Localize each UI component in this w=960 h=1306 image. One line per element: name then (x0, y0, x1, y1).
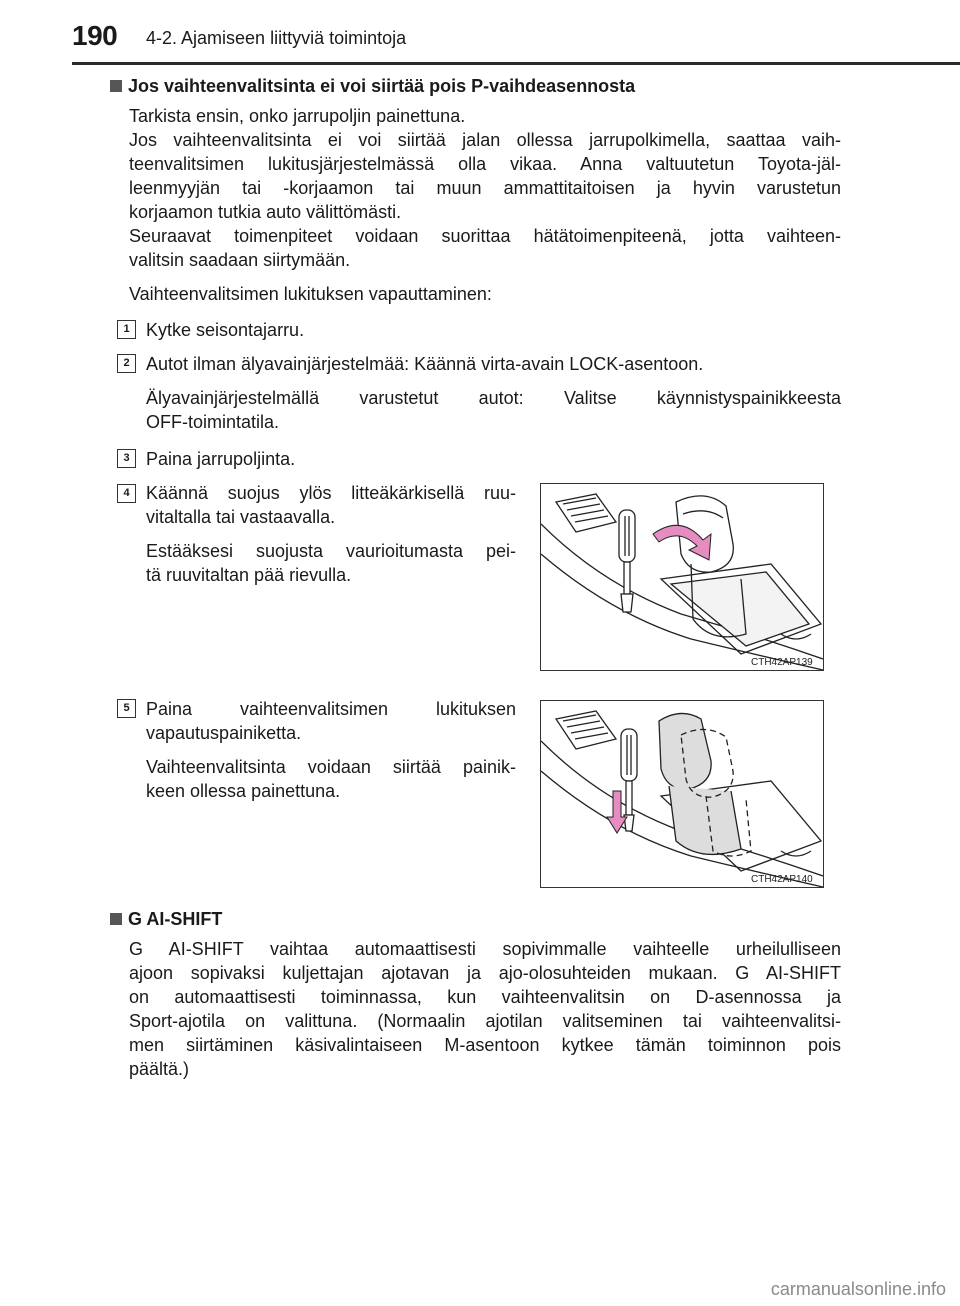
step-5-text (146, 697, 516, 745)
section-heading-ai-shift (110, 907, 222, 931)
text-line: valitsin saadaan siirtymään. (129, 250, 351, 270)
section-heading-p-shift (110, 74, 635, 98)
text-line: men siirtäminen käsivalintaiseen M-asentoon kytkee tämän toiminnon pois (129, 1035, 841, 1055)
figure-release-button (540, 700, 824, 888)
text-line: vitaltalla tai vastaavalla. (146, 507, 336, 527)
step-number-3: 3 (117, 449, 136, 468)
square-bullet-icon (110, 913, 122, 925)
step-2-text: Autot ilman älyavainjärjestelmää: Käännä virta-avain LOCK-asentoon. (146, 354, 704, 374)
text-line: Seuraavat toimenpiteet voidaan suorittaa hätätoimenpiteenä, jotta vaihteen- (129, 226, 841, 246)
step-number-1: 1 (117, 320, 136, 339)
screwdriver-icon (619, 510, 635, 612)
figure-code: CTH42AP139 (751, 657, 813, 668)
figure-shift-cover (540, 483, 824, 671)
text-line: tä ruuvitaltan pää rievulla. (146, 565, 352, 585)
chapter-title: 4-2. Ajamiseen liittyviä toimintoja (146, 28, 407, 48)
shift-release-illustration (541, 701, 823, 887)
text-line: Paina vaihteenvalitsimen lukituksen (146, 699, 516, 719)
screwdriver-icon (621, 729, 637, 831)
page-number: 190 (72, 20, 118, 51)
text-line: päältä.) (129, 1059, 190, 1079)
text-line: keen ollessa painettuna. (146, 781, 341, 801)
step-4-note (146, 539, 516, 587)
text-line: G AI-SHIFT vaihtaa automaattisesti sopivimmalle vaihteelle urheilulliseen (129, 939, 841, 959)
text-line: korjaamon tutkia auto välittömästi. (129, 202, 402, 222)
paragraph-intro: Vaihteenvalitsimen lukituksen vapauttaminen: (129, 284, 492, 304)
text-line: Vaihteenvalitsinta voidaan siirtää painik- (146, 757, 516, 777)
push-arrow-icon (607, 791, 627, 833)
square-bullet-icon (110, 80, 122, 92)
step-3-text: Paina jarrupoljinta. (146, 449, 296, 469)
watermark: carmanualsonline.info (770, 1279, 946, 1299)
step-number-4: 4 (117, 484, 136, 503)
step-4-text (146, 481, 516, 529)
text-line: Estääksesi suojusta vaurioitumasta pei- (146, 541, 516, 561)
header-rule (72, 62, 960, 65)
step-5-note (146, 755, 516, 803)
step-number-2: 2 (117, 354, 136, 373)
text-line: on automaattisesti toiminnassa, kun vaihteenvalitsin on D-asennossa ja (129, 987, 841, 1007)
text-line: ajoon sopivaksi kuljettajan ajotavan ja ajo-olosuhteiden mukaan. G AI-SHIFT (129, 963, 841, 983)
step-1-text: Kytke seisontajarru. (146, 320, 305, 340)
shift-lever-illustration (541, 484, 823, 670)
figure-code: CTH42AP140 (751, 874, 813, 885)
paragraph-emergency (129, 224, 841, 272)
step-number-5: 5 (117, 699, 136, 718)
text-line: Jos vaihteenvalitsinta ei voi siirtää jalan ollessa jarrupolkimella, saattaa vaih- (129, 130, 841, 150)
text-line: Älyavainjärjestelmällä varustetut autot: Valitse käynnistyspainikkeesta (146, 388, 841, 408)
paragraph-check-brake: Tarkista ensin, onko jarrupoljin painettuna. (129, 106, 466, 126)
text-line: Sport-ajotila on valittuna. (Normaalin ajotilan valitseminen tai vaihteenvalitsi- (129, 1011, 841, 1031)
paragraph-fault (129, 128, 841, 224)
text-line: leenmyyjän tai -korjaamon tai muun ammattitaitoisen ja hyvin varustetun (129, 178, 841, 198)
paragraph-ai-shift (129, 937, 841, 1081)
text-line: teenvalitsimen lukitusjärjestelmässä olla vikaa. Anna valtuutetun Toyota-jäl- (129, 154, 841, 174)
text-line: vapautuspainiketta. (146, 723, 302, 743)
section-title: Jos vaihteenvalitsinta ei voi siirtää pois P-vaihdeasennosta (128, 76, 636, 96)
text-line: OFF-toimintatila. (146, 412, 280, 432)
text-line: Käännä suojus ylös litteäkärkisellä ruu- (146, 483, 516, 503)
section-title: G AI-SHIFT (128, 909, 223, 929)
step-2-note (146, 386, 841, 434)
